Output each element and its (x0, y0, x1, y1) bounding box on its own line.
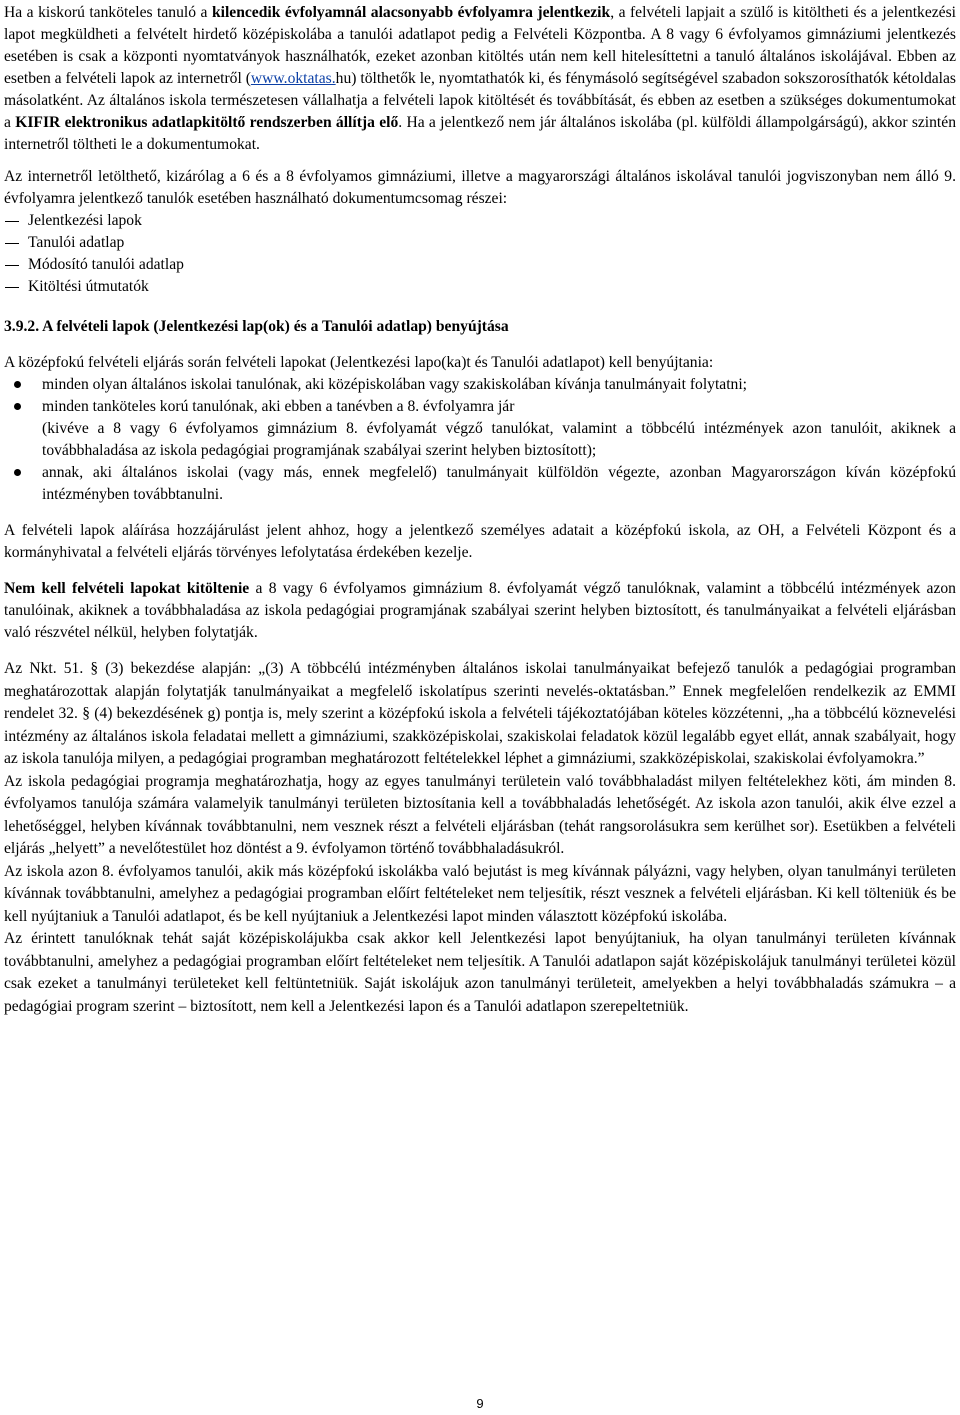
list-item (4, 232, 956, 254)
page-number: 9 (476, 1396, 484, 1411)
paragraph-no-forms-needed (4, 578, 956, 644)
list-item-text: Kitöltési útmutatók (28, 278, 149, 295)
list-item (4, 374, 956, 396)
paragraph-minor-applicants (4, 2, 956, 156)
paragraph-pedagogical-program: Az iskola pedagógiai programja meghatározhatja, hogy az egyes tanulmányi területein való továbbhaladást milyen feltételekhez köti, ám minden 8. évfolyamos tanulója számára valamelyik tanulmányi területen biztosítania kell a továbbhaladás lehetőségét. Az iskola azon tanulói, akik élve ezzel a lehetőséggel, helyben kívánnak továbbtanulni, nem vesznek részt a felvételi eljárásban (tehát rangsorolásukra sem kerülhet sor). Esetükben a felvételi eljárás „helyett” a nevelőtestület hoz döntést a 9. évfolyamon történő továbbhaladásukról. (4, 772, 956, 857)
paragraph-submission-required: A középfokú felvételi eljárás során felvételi lapokat (Jelentkezési lapo(ka)t és Tanulói adatlapot) kell benyújtania: (4, 354, 714, 371)
list-item-text: minden olyan általános iskolai tanulónak, aki középiskolában vagy szakiskolában kívánja tanulmányait folytatni; (42, 376, 748, 393)
list-item (4, 462, 956, 506)
section-heading: 3.9.2. A felvételi lapok (Jelentkezési lap(ok) és a Tanulói adatlap) benyújtása (4, 318, 509, 335)
list-item (4, 254, 956, 276)
list-item (4, 276, 956, 298)
list-item-text: Jelentkezési lapok (28, 212, 142, 229)
paragraph-nkt-citation: Az Nkt. 51. § (3) bekezdése alapján: „(3) A többcélú intézményben általános iskolai tanulmányaikat befejező tanulók a pedagógiai programban meghatározottak alapján folytatják tanulmányaikat a megfelelő iskolatípus szerinti nevelés-oktatásban.” Ennek megfelelően rendelkezik az EMMI rendelet 32. § (4) bekezdésének g) pontja is, mely szerint a középfokú iskola a felvételi tájékoztatójában köteles közzétenni, „ha a többcélú köznevelési intézmény az általános iskola feladatai mellett a gimnáziumi, szakközépiskolai, szakiskolai feladatok közül legalább egyet ellát, annak szabályait, hogy az iskola tanulója milyen, a pedagógiai programban meghatározott feltételekkel léphet a gimnáziumi, szakközépiskolai, szakiskolai évfolyamokra.” (4, 660, 956, 767)
text-span: , a felvételi lapjait a szülő is kitöltheti és a jelentkezési lapot megküldheti a felvételt hirdető középiskolába a tanulói adatlapot pedig a Felvételi Központba. A 8 vagy 6 évfolyamos gimnáziumi jelentkezés esetében is csak a központi nyomtatványok használhatók, ezeket azonban kitöltés után nem kell hitelesíttetni a tanuló általános iskolájával. Ebben az esetben a felvételi lapok az internetről ( (4, 4, 956, 87)
list-item (4, 210, 956, 232)
list-item-text: Tanulói adatlap (28, 234, 125, 251)
bullet-icon (14, 403, 21, 410)
oktatas-link[interactable]: www.oktatas. (250, 70, 336, 87)
text-span: Ha a kiskorú tanköteles tanuló a (4, 4, 212, 21)
list-item (4, 396, 956, 462)
text-span: a 8 vagy 6 évfolyamos gimnázium 8. évfolyamát végző tanulóknak, valamint a többcélú intézmények azon tanulóinak, akiknek a továbbhaladása az iskola pedagógiai programjának szabályai szerint helyben biztosított, és tanulmányaikat a felvételi eljárásban való részvétel nélkül, helyben folytatják. (4, 580, 956, 641)
bullet-icon (14, 469, 21, 476)
paragraph-document-package: Az internetről letölthető, kizárólag a 6 és a 8 évfolyamos gimnáziumi, illetve a magyarországi általános iskolával tanulói jogviszonyban nem álló 9. évfolyamra jelentkező tanulók esetében használható dokumentumcsomag részei: (4, 168, 956, 207)
bold-phrase: KIFIR elektronikus adatlapkitöltő rendszerben állítja elő (15, 114, 399, 131)
paragraph-other-schools: Az iskola azon 8. évfolyamos tanulói, akik más középfokú iskolákba való bejutást is meg kívánnak pályázni, vagy helyben, olyan tanulmányi területen kívánnak továbbtanulni, amelyhez a pedagógiai programban előírt feltételeket nem teljesítik, részt vesznek a felvételi eljárásban. Ki kell tölteniük és be kell nyújtaniuk a Tanulói adatlapot, és be kell nyújtaniuk a Jelentkezési lapot minden választott középfokú iskolába. (4, 862, 956, 925)
paragraph-affected-students: Az érintett tanulóknak tehát saját középiskolájukba csak akkor kell Jelentkezési lapot benyújtaniuk, ha olyan tanulmányi területen kívánnak továbbtanulni, amelyhez a pedagógiai programban előírt feltételeket nem teljesítik. A Tanulói adatlapon saját középiskolájuk tanulmányi területei közül csak ezeket a tanulmányi területeket kell feltüntetniük. Saját iskolájuk azon tanulmányi területeit, amelyekben a helyi továbbhaladás számukra – a pedagógiai program szerint – biztosított, nem kell a Jelentkezési lapon és a Tanulói adatlapon szerepeltetniük. (4, 930, 956, 1015)
paragraph-consent: A felvételi lapok aláírása hozzájárulást jelent ahhoz, hogy a jelentkező személyes adatait a középfokú iskola, az OH, a Felvételi Központ és a kormányhivatal a felvételi eljárás törvényes lefolytatása érdekében kezelje. (4, 522, 956, 561)
bold-phrase: Nem kell felvételi lapokat kitöltenie (4, 580, 250, 597)
list-item-text: Módosító tanulói adatlap (28, 256, 184, 273)
bold-phrase: kilencedik évfolyamnál alacsonyabb évfolyamra jelentkezik (211, 4, 611, 21)
list-item-text: annak, aki általános iskolai (vagy más, ennek megfelelő) tanulmányait külföldön végezte, azonban Magyarországon kíván középfokú intézményben továbbtanulni. (42, 464, 956, 503)
list-item-text: minden tanköteles korú tanulónak, aki ebben a tanévben a 8. évfolyamra jár (42, 398, 515, 415)
text-span: hu) tölthetők le, nyomtathatók ki, és fénymásoló segítségével szabadon sokszorosíthatók kétoldalas másolatként. Az általános iskola természetesen vállalhatja a felvételi lapok kitöltését és továbbítását, és ebben az esetben a szükséges dokumentumokat a (4, 70, 956, 131)
submission-bullet-list (4, 374, 956, 506)
list-item-continuation: (kivéve a 8 vagy 6 évfolyamos gimnázium 8. évfolyamát végző tanulókat, valamint a többcélú intézmények azon tanulóit, akiknek a továbbhaladása az iskola pedagógiai programjának szabályai szerint helyben biztosított); (42, 420, 956, 459)
bullet-icon (14, 381, 21, 388)
text-span: . Ha a jelentkező nem jár általános iskolába (pl. külföldi állampolgárságú), akkor szintén internetről töltheti le a dokumentumokat. (4, 114, 956, 153)
document-package-list (4, 210, 956, 298)
